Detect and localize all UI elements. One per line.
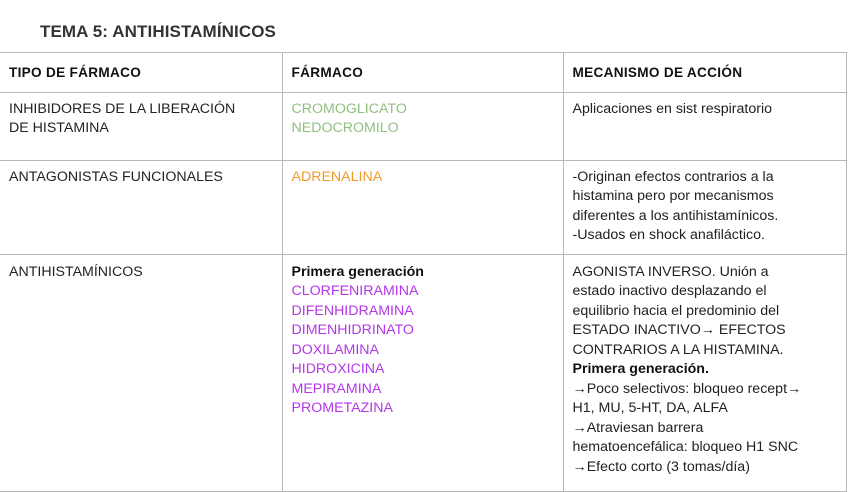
mechanism-line: -Originan efectos contrarios a la (572, 168, 774, 185)
generation-heading: Primera generación (291, 263, 424, 280)
cell-farmaco (282, 92, 563, 160)
drug-name: DIMENHIDRINATO (291, 322, 414, 338)
mechanism-line: AGONISTA INVERSO. Unión a (572, 263, 769, 280)
mechanism-line: CONTRARIOS A LA HISTAMINA. (572, 341, 784, 358)
cell-mecanismo (563, 92, 846, 160)
mechanism-line: -Usados en shock anafiláctico. (572, 227, 765, 243)
drug-name: PROMETAZINA (291, 400, 393, 416)
table-row (0, 254, 846, 491)
cell-tipo (0, 92, 282, 160)
drug-name: DIFENHIDRAMINA (291, 302, 414, 319)
mechanism-line: hematoencefálica: bloqueo H1 SNC (572, 439, 799, 455)
mechanism-line: →Poco selectivos: bloqueo recept→ (572, 380, 802, 397)
tipo-line: ANTAGONISTAS FUNCIONALES (9, 168, 223, 185)
tipo-line: DE HISTAMINA (9, 120, 109, 136)
table-row (0, 92, 846, 160)
drug-name: ADRENALINA (291, 168, 383, 185)
cell-mecanismo (563, 160, 846, 254)
drug-name: HIDROXICINA (291, 361, 385, 377)
drug-name: DOXILAMINA (291, 341, 380, 358)
tipo-line: INHIBIDORES DE LA LIBERACIÓN (9, 100, 236, 117)
drug-name: CLORFENIRAMINA (291, 283, 419, 299)
cell-farmaco (282, 254, 563, 491)
cell-tipo (0, 254, 282, 491)
table-row (0, 160, 846, 254)
drug-name: MEPIRAMINA (291, 380, 382, 397)
mechanism-line: →Atraviesan barrera (572, 419, 704, 436)
mechanism-line: histamina pero por mecanismos (572, 188, 774, 204)
mechanism-line: H1, MU, 5-HT, DA, ALFA (572, 400, 728, 416)
drug-table (0, 52, 847, 492)
mechanism-line: →Efecto corto (3 tomas/día) (572, 458, 750, 475)
mechanism-heading: Primera generación. (572, 361, 709, 377)
mechanism-line: equilibrio hacia el predominio del (572, 302, 780, 319)
mechanism-line: estado inactivo desplazando el (572, 283, 767, 299)
page-title: TEMA 5: ANTIHISTAMÍNICOS (40, 22, 276, 41)
header-farmaco: FÁRMACO (282, 53, 563, 93)
mechanism-line: Aplicaciones en sist respiratorio (572, 100, 773, 117)
tipo-line: ANTIHISTAMÍNICOS (9, 263, 143, 280)
mechanism-line: diferentes a los antihistamínicos. (572, 207, 779, 224)
cell-tipo (0, 160, 282, 254)
header-mecanismo: MECANISMO DE ACCIÓN (563, 53, 846, 93)
header-tipo: TIPO DE FÁRMACO (0, 53, 282, 93)
drug-name: NEDOCROMILO (291, 120, 399, 136)
mechanism-line: ESTADO INACTIVO→ EFECTOS (572, 322, 786, 338)
cell-mecanismo (563, 254, 846, 491)
cell-farmaco (282, 160, 563, 254)
drug-name: CROMOGLICATO (291, 100, 407, 117)
table-header-row (0, 53, 846, 93)
